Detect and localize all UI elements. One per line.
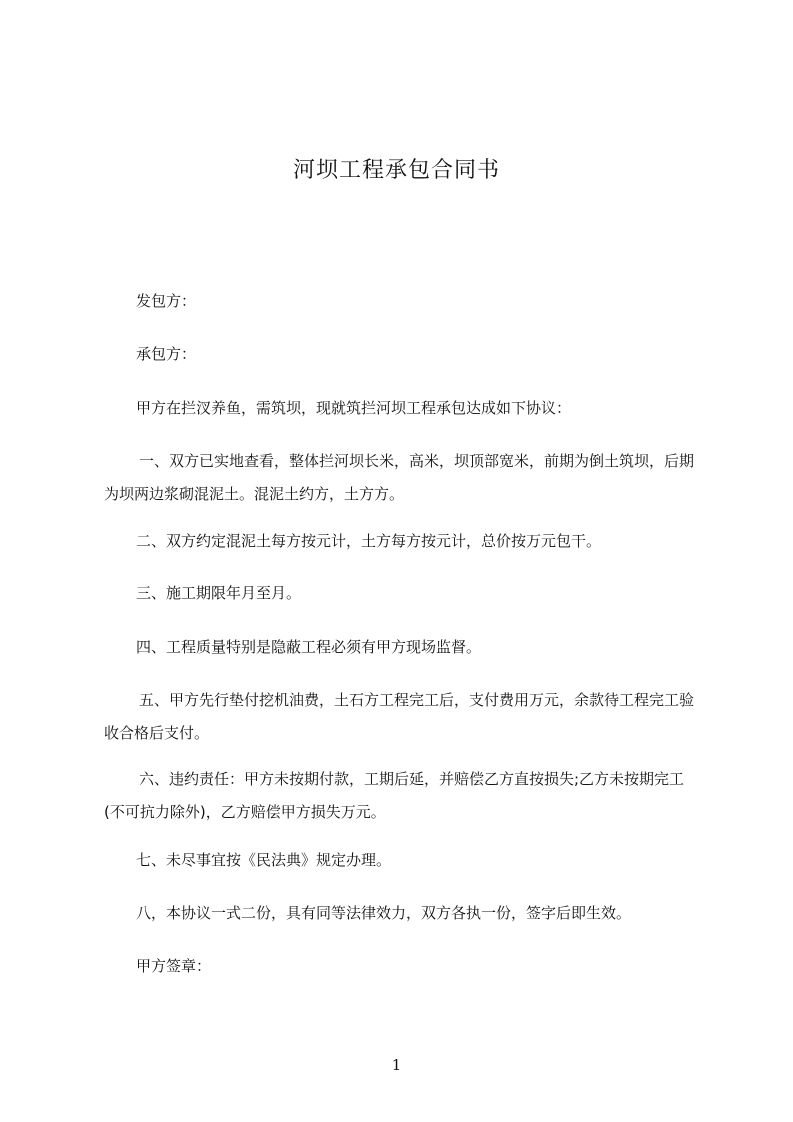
clause-1: 一、双方已实地查看，整体拦河坝长米，高米，坝顶部宽米，前期为倒土筑坝，后期为坝两边浆砌混泥土。混泥土约方，土方方。 bbox=[104, 452, 695, 503]
party-b-line: 承包方： bbox=[136, 345, 197, 363]
clause-2: 二、双方约定混泥土每方按元计，土方每方按元计，总价按万元包干。 bbox=[136, 532, 602, 550]
clause-7: 七、未尽事宜按《民法典》规定办理。 bbox=[136, 851, 392, 869]
party-a-line: 发包方： bbox=[136, 292, 197, 310]
clause-8: 八，本协议一式二份，具有同等法律效力，双方各执一份，签字后即生效。 bbox=[136, 904, 632, 922]
clause-3: 三、施工期限年月至月。 bbox=[136, 584, 302, 602]
clause-6: 六、违约责任：甲方未按期付款，工期后延，并赔偿乙方直按损失;乙方未按期完工(不可抗力除外)，乙方赔偿甲方损失万元。 bbox=[104, 770, 685, 821]
clause-5: 五、甲方先行垫付挖机油费，土石方工程完工后，支付费用万元，余款待工程完工验收合格后支付。 bbox=[104, 691, 695, 742]
signature-line: 甲方签章： bbox=[136, 957, 212, 975]
page-number: 1 bbox=[391, 1056, 402, 1074]
clause-4: 四、工程质量特别是隐蔽工程必须有甲方现场监督。 bbox=[136, 638, 482, 656]
intro-paragraph: 甲方在拦汊养鱼，需筑坝，现就筑拦河坝工程承包达成如下协议： bbox=[136, 399, 572, 417]
document-title: 河坝工程承包合同书 bbox=[292, 157, 500, 183]
